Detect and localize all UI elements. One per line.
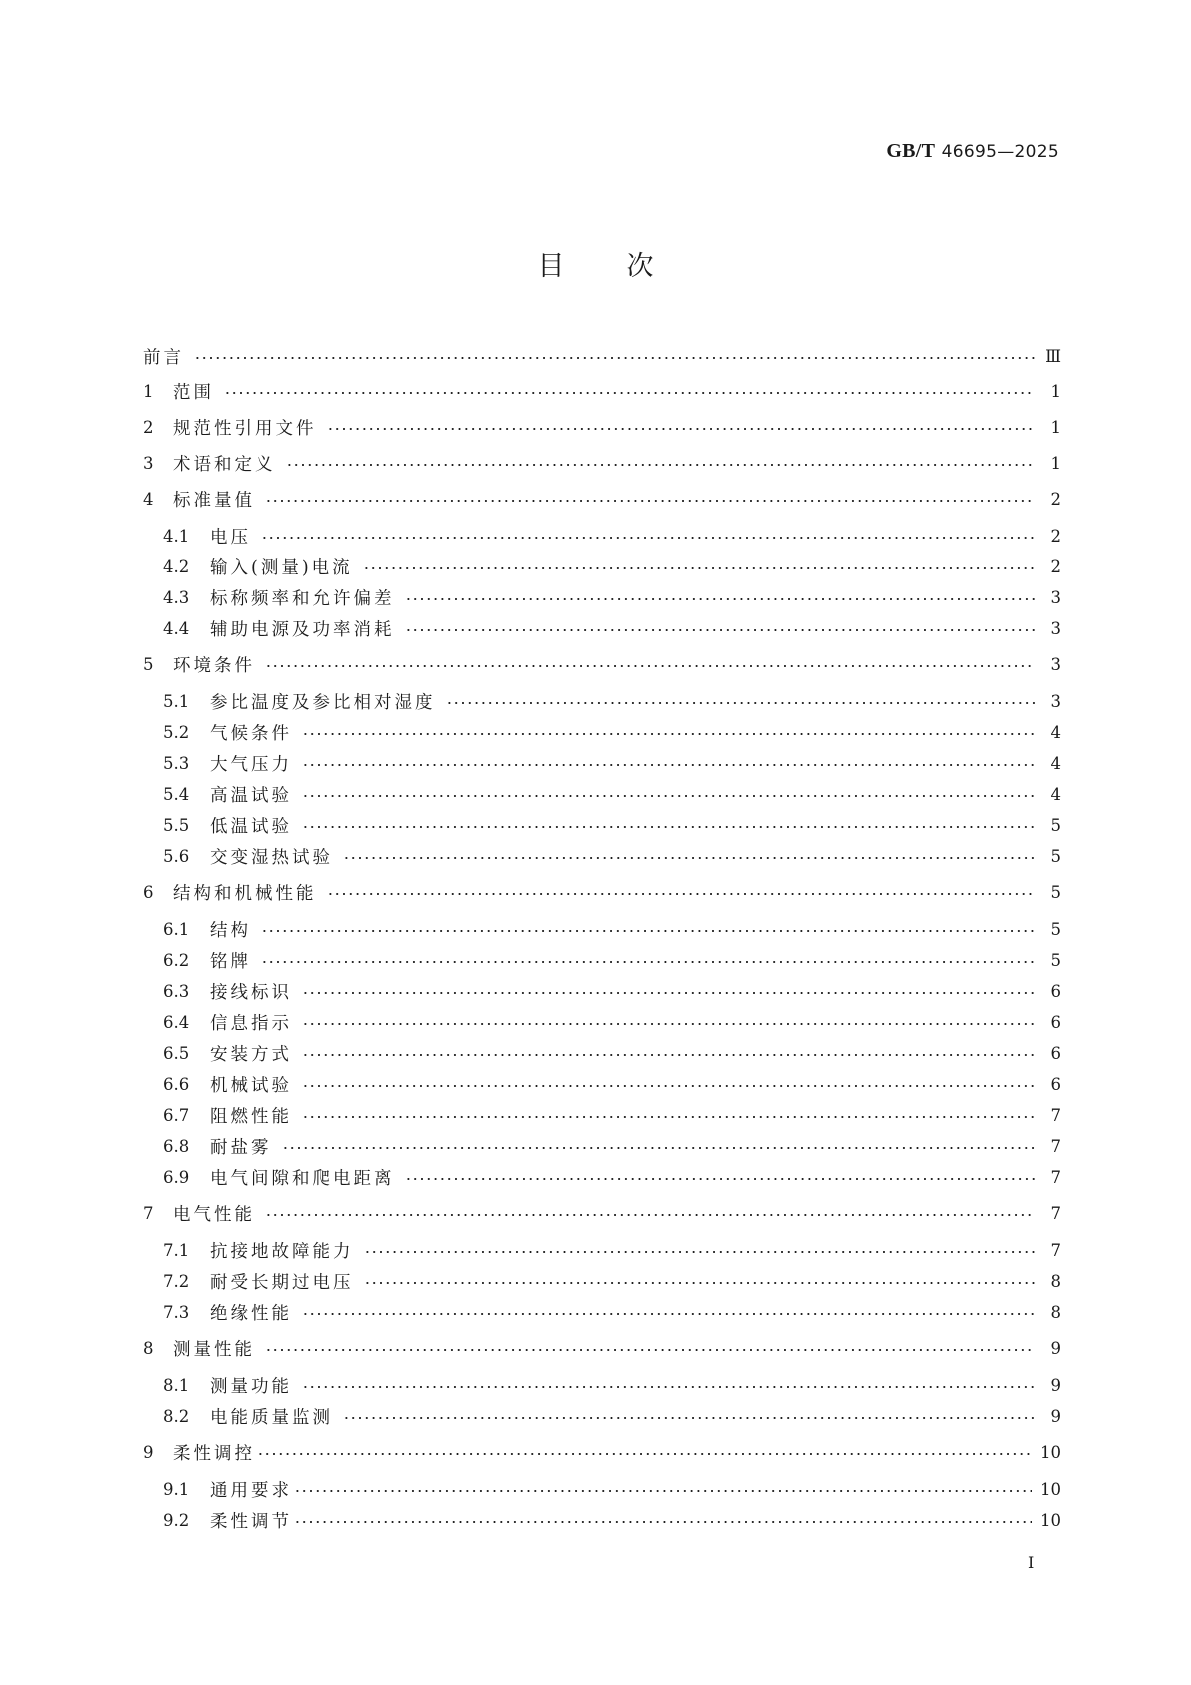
toc-entry-label: 耐受长期过电压 — [210, 1272, 354, 1293]
toc-entry-label: 环境条件 — [173, 655, 255, 676]
toc-entry-number: 6.9 — [163, 1167, 190, 1187]
toc-entry-label: 辅助电源及功率消耗 — [210, 619, 395, 640]
toc-entry-number: 7.3 — [163, 1302, 190, 1322]
dot-leader — [265, 500, 1035, 502]
toc-entry-number: 6.4 — [163, 1012, 190, 1032]
toc-entry-label: 接线标识 — [210, 982, 292, 1003]
dot-leader — [294, 1490, 1032, 1492]
toc-entry-label: 交变湿热试验 — [210, 847, 333, 868]
dot-leader — [302, 1023, 1035, 1025]
toc-entry-number: 9.1 — [163, 1479, 190, 1499]
toc-entry-label: 电气性能 — [173, 1204, 255, 1225]
toc-entry-number: 6.3 — [163, 981, 190, 1001]
dot-leader — [294, 1521, 1032, 1523]
dot-leader — [302, 733, 1035, 735]
toc-entry-number: 5 — [143, 654, 154, 674]
toc-entry-label: 安装方式 — [210, 1044, 292, 1065]
dot-leader — [302, 1386, 1035, 1388]
toc-entry[interactable] — [163, 947, 1061, 973]
toc-entry-label: 绝缘性能 — [210, 1303, 292, 1324]
footer-page-number: I — [1028, 1553, 1035, 1572]
toc-entry-page: 2 — [1050, 489, 1061, 509]
toc-entry-page: 6 — [1050, 1043, 1061, 1063]
toc-entry[interactable] — [163, 978, 1061, 1004]
toc-entry[interactable] — [163, 1071, 1061, 1097]
toc-entry-page: 3 — [1050, 618, 1061, 638]
dot-leader — [343, 857, 1035, 859]
dot-leader — [302, 826, 1035, 828]
standard-prefix: GB/T — [886, 140, 936, 162]
toc-entry-number: 8.2 — [163, 1406, 190, 1426]
toc-entry-number: 4.1 — [163, 526, 190, 546]
toc-entry[interactable] — [143, 343, 1061, 369]
toc-entry[interactable] — [163, 812, 1061, 838]
toc-entry[interactable] — [163, 1507, 1061, 1533]
toc-entry-page: 4 — [1050, 784, 1061, 804]
toc-entry-label: 结构和机械性能 — [173, 883, 317, 904]
dot-leader — [261, 537, 1035, 539]
toc-entry-number: 4.3 — [163, 587, 190, 607]
dot-leader — [302, 1085, 1035, 1087]
dot-leader — [302, 1116, 1035, 1118]
dot-leader — [224, 392, 1035, 394]
standard-number: 46695—2025 — [941, 142, 1059, 162]
dot-leader — [286, 464, 1036, 466]
toc-entry[interactable] — [163, 916, 1061, 942]
toc-entry-page: 10 — [1040, 1479, 1061, 1499]
dot-leader — [265, 1349, 1035, 1351]
toc-entry-page: 4 — [1050, 722, 1061, 742]
toc-entry[interactable] — [143, 651, 1061, 677]
dot-leader — [327, 428, 1036, 430]
toc-entry-label: 标称频率和允许偏差 — [210, 588, 395, 609]
toc-entry[interactable] — [163, 750, 1061, 776]
toc-entry-page: 8 — [1050, 1302, 1061, 1322]
toc-entry-number: 6 — [143, 882, 154, 902]
toc-entry-number: 2 — [143, 417, 154, 437]
toc-entry-number: 9 — [143, 1442, 154, 1462]
toc-entry-label: 柔性调节 — [210, 1511, 292, 1532]
dot-leader — [327, 893, 1036, 895]
toc-entry-page: 9 — [1050, 1338, 1061, 1358]
toc-entry-page: 3 — [1050, 587, 1061, 607]
toc-entry[interactable] — [163, 1040, 1061, 1066]
toc-entry-label: 信息指示 — [210, 1013, 292, 1034]
dot-leader — [282, 1147, 1036, 1149]
toc-entry-label: 高温试验 — [210, 785, 292, 806]
toc-entry-number: 3 — [143, 453, 154, 473]
toc-entry-page: 2 — [1050, 556, 1061, 576]
toc-entry-label: 柔性调控 — [173, 1443, 255, 1464]
toc-entry[interactable] — [163, 584, 1061, 610]
toc-entry-number: 4 — [143, 489, 154, 509]
toc-entry-page: 10 — [1040, 1442, 1061, 1462]
toc-entry[interactable] — [163, 1403, 1061, 1429]
toc-entry-page: Ⅲ — [1045, 346, 1061, 366]
toc-entry-label: 术语和定义 — [173, 454, 276, 475]
dot-leader — [405, 1178, 1036, 1180]
toc-entry-number: 6.7 — [163, 1105, 190, 1125]
toc-entry-page: 6 — [1050, 981, 1061, 1001]
standard-code — [886, 140, 1059, 163]
toc-entry-label: 规范性引用文件 — [173, 418, 317, 439]
toc-entry-number: 9.2 — [163, 1510, 190, 1530]
toc-entry-number: 5.6 — [163, 846, 190, 866]
toc-entry-number: 5.3 — [163, 753, 190, 773]
toc-entry-page: 8 — [1050, 1271, 1061, 1291]
dot-leader — [261, 930, 1035, 932]
toc-entry-page: 3 — [1050, 654, 1061, 674]
toc-entry-page: 7 — [1050, 1167, 1061, 1187]
toc-entry[interactable] — [163, 1133, 1061, 1159]
dot-leader — [302, 795, 1035, 797]
dot-leader — [446, 702, 1036, 704]
toc-entry-page: 6 — [1050, 1012, 1061, 1032]
toc-entry[interactable] — [163, 688, 1061, 714]
dot-leader — [302, 1054, 1035, 1056]
toc-entry-page: 7 — [1050, 1240, 1061, 1260]
toc-entry-label: 参比温度及参比相对湿度 — [210, 692, 436, 713]
toc-entry-label: 测量性能 — [173, 1339, 255, 1360]
toc-entry[interactable] — [163, 1299, 1061, 1325]
toc-entry[interactable] — [143, 1200, 1061, 1226]
toc-entry-label: 前言 — [143, 347, 184, 368]
toc-entry-page: 1 — [1050, 417, 1061, 437]
toc-entry-label: 抗接地故障能力 — [210, 1241, 354, 1262]
toc-entry-number: 6.5 — [163, 1043, 190, 1063]
toc-entry[interactable] — [163, 1476, 1061, 1502]
dot-leader — [343, 1417, 1035, 1419]
toc-entry-label: 通用要求 — [210, 1480, 292, 1501]
toc-entry[interactable] — [143, 1335, 1061, 1361]
toc-entry-page: 1 — [1050, 381, 1061, 401]
dot-leader — [257, 1453, 1032, 1455]
dot-leader — [364, 1251, 1036, 1253]
dot-leader — [194, 357, 1035, 359]
toc-entry-number: 7.2 — [163, 1271, 190, 1291]
toc-entry[interactable] — [163, 523, 1061, 549]
toc-entry[interactable] — [163, 1268, 1061, 1294]
toc-entry-number: 6.6 — [163, 1074, 190, 1094]
toc-entry-number: 5.2 — [163, 722, 190, 742]
dot-leader — [265, 665, 1035, 667]
toc-entry-number: 4.2 — [163, 556, 190, 576]
toc-entry[interactable] — [163, 615, 1061, 641]
toc-entry-number: 6.8 — [163, 1136, 190, 1156]
toc-entry-page: 1 — [1050, 453, 1061, 473]
toc-entry-label: 电能质量监测 — [210, 1407, 333, 1428]
toc-entry-number: 6.2 — [163, 950, 190, 970]
toc-entry[interactable] — [143, 486, 1061, 512]
toc-entry-number: 1 — [143, 381, 154, 401]
toc-entry-page: 3 — [1050, 691, 1061, 711]
toc-entry[interactable] — [143, 450, 1061, 476]
toc-entry-page: 5 — [1050, 882, 1061, 902]
dot-leader — [405, 629, 1036, 631]
toc-entry-page: 5 — [1050, 846, 1061, 866]
toc-entry-label: 结构 — [210, 920, 251, 941]
toc-entry-page: 10 — [1040, 1510, 1061, 1530]
toc-entry-number: 4.4 — [163, 618, 190, 638]
toc-entry-number: 6.1 — [163, 919, 190, 939]
toc-entry-number: 7.1 — [163, 1240, 190, 1260]
dot-leader — [302, 764, 1035, 766]
toc-entry-page: 9 — [1050, 1406, 1061, 1426]
toc-entry-page: 5 — [1050, 815, 1061, 835]
toc-entry-label: 输入(测量)电流 — [210, 557, 353, 578]
toc-entry[interactable] — [163, 1372, 1061, 1398]
toc-title: 目次 — [537, 251, 716, 282]
toc-entry-label: 低温试验 — [210, 816, 292, 837]
toc-entry-page: 2 — [1050, 526, 1061, 546]
toc-entry-number: 5.1 — [163, 691, 190, 711]
toc-entry-label: 机械试验 — [210, 1075, 292, 1096]
toc-entry-page: 6 — [1050, 1074, 1061, 1094]
toc-entry-number: 5.5 — [163, 815, 190, 835]
toc-entry[interactable] — [163, 1009, 1061, 1035]
toc-entry[interactable] — [163, 1237, 1061, 1263]
toc-entry[interactable] — [163, 1164, 1061, 1190]
toc-entry-page: 7 — [1050, 1105, 1061, 1125]
toc-entry-label: 大气压力 — [210, 754, 292, 775]
toc-entry[interactable] — [143, 414, 1061, 440]
toc-entry-label: 标准量值 — [173, 490, 255, 511]
toc-entry-number: 7 — [143, 1203, 154, 1223]
dot-leader — [302, 992, 1035, 994]
toc-entry-label: 电压 — [210, 527, 251, 548]
toc-entry[interactable] — [163, 1102, 1061, 1128]
toc-entry-label: 测量功能 — [210, 1376, 292, 1397]
toc-entry-number: 8.1 — [163, 1375, 190, 1395]
toc-entry-page: 5 — [1050, 919, 1061, 939]
toc-entry[interactable] — [163, 719, 1061, 745]
toc-entry-page: 4 — [1050, 753, 1061, 773]
toc-entry-number: 5.4 — [163, 784, 190, 804]
toc-entry[interactable] — [163, 553, 1061, 579]
toc-entry-page: 7 — [1050, 1203, 1061, 1223]
toc-entry[interactable] — [143, 1439, 1061, 1465]
toc-entry-page: 5 — [1050, 950, 1061, 970]
toc-entry-number: 8 — [143, 1338, 154, 1358]
toc-entry-label: 铭牌 — [210, 951, 251, 972]
toc-entry-page: 9 — [1050, 1375, 1061, 1395]
toc-entry[interactable] — [143, 879, 1061, 905]
toc-entry-label: 电气间隙和爬电距离 — [210, 1168, 395, 1189]
toc-entry-label: 气候条件 — [210, 723, 292, 744]
dot-leader — [405, 598, 1036, 600]
dot-leader — [265, 1214, 1035, 1216]
dot-leader — [302, 1313, 1035, 1315]
dot-leader — [363, 567, 1035, 569]
toc-entry-label: 耐盐雾 — [210, 1137, 272, 1158]
toc-entry-label: 范围 — [173, 382, 214, 403]
toc-entry-label: 阻燃性能 — [210, 1106, 292, 1127]
toc-entry[interactable] — [143, 378, 1061, 404]
toc-entry[interactable] — [163, 781, 1061, 807]
toc-entry[interactable] — [163, 843, 1061, 869]
dot-leader — [261, 961, 1035, 963]
toc-entry-page: 7 — [1050, 1136, 1061, 1156]
dot-leader — [364, 1282, 1036, 1284]
